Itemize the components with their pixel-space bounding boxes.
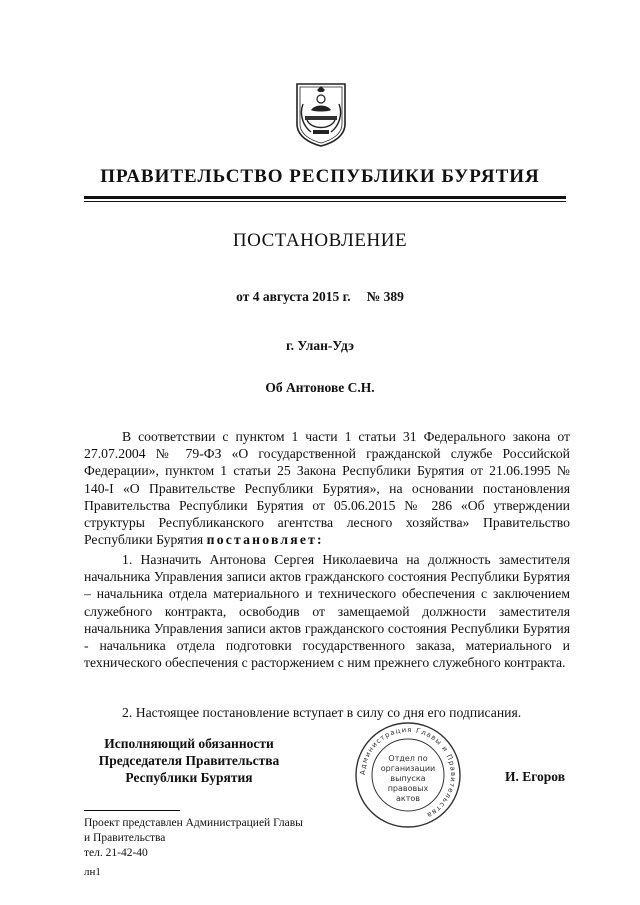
date-number-line <box>0 289 640 305</box>
item-2-text: 2. Настоящее постановление вступает в силу со дня его подписания. <box>122 705 522 720</box>
footnote <box>84 816 384 861</box>
item-1-paragraph <box>84 551 570 671</box>
stamp-line-3: выпуска <box>390 774 426 783</box>
buryatia-coat-of-arms-icon <box>293 80 349 148</box>
item-2-paragraph <box>84 704 570 721</box>
stamp-ring-text: Администрация Главы и Правительства <box>358 725 458 820</box>
header-rule-thick <box>84 196 566 199</box>
signer-position <box>84 735 294 786</box>
stamp-line-5: актов <box>395 794 421 803</box>
stamp-line-4: правовых <box>387 784 429 793</box>
preamble-paragraph <box>84 428 570 548</box>
header-rule-thin <box>84 201 566 202</box>
signer-position-line-3: Республики Бурятия <box>125 770 253 785</box>
footnote-line-2: и Правительства <box>84 832 166 844</box>
stamp-line-2: организации <box>380 764 436 773</box>
resolves-word: постановляет: <box>206 532 324 548</box>
document-subject: Об Антонове С.Н. <box>265 380 375 395</box>
city: г. Улан-Удэ <box>286 338 354 353</box>
item-1-text: 1. Назначить Антонова Сергея Николаевича на должность заместителя начальника Управления записи актов гражданского состояния Республики Бурятия – начальника отдела материального и технического обеспечения с заключением служебного контракта, освободив от замещаемой должности заместителя начальника Управления записи актов гражданского состояния Республики Бурятия - начальника отдела подготовки государственного заказа, материального и технического обеспечения с расторжением с ним прежнего служебного контракта. <box>84 552 570 671</box>
stamp-line-1: Отдел по <box>388 754 428 763</box>
document-type: ПОСТАНОВЛЕНИЕ <box>232 230 408 251</box>
document-date: от 4 августа 2015 г. <box>236 289 351 304</box>
government-title: ПРАВИТЕЛЬСТВО РЕСПУБЛИКИ БУРЯТИЯ <box>100 166 540 187</box>
official-stamp-icon <box>353 720 463 830</box>
document-number: № 389 <box>366 289 404 304</box>
signer-name: И. Егоров <box>505 769 566 784</box>
signer-position-line-2: Председателя Правительства <box>98 753 280 768</box>
preamble-text: В соответствии с пунктом 1 части 1 статьи 31 Федерального закона от 27.07.2004 № 79-ФЗ «О государственной гражданской службе Российской Федерации», пунктом 1 статьи 25 Закона Республики Бурятия от 21.06.1995 № 140-I «О Правительстве Республики Бурятия», на основании постановления Правительства Республики Бурятия от 05.06.2015 № 286 «Об утверждении структуры Республиканского агентства лесного хозяйства» Правительство Республики Бурятия <box>84 429 570 548</box>
footnote-phone: тел. 21-42-40 <box>84 847 148 859</box>
signer-position-line-1: Исполняющий обязанности <box>104 736 274 751</box>
footnote-line-1: Проект представлен Администрацией Главы <box>84 817 303 829</box>
footnote-rule <box>84 810 180 811</box>
document-code: лн1 <box>84 866 101 878</box>
